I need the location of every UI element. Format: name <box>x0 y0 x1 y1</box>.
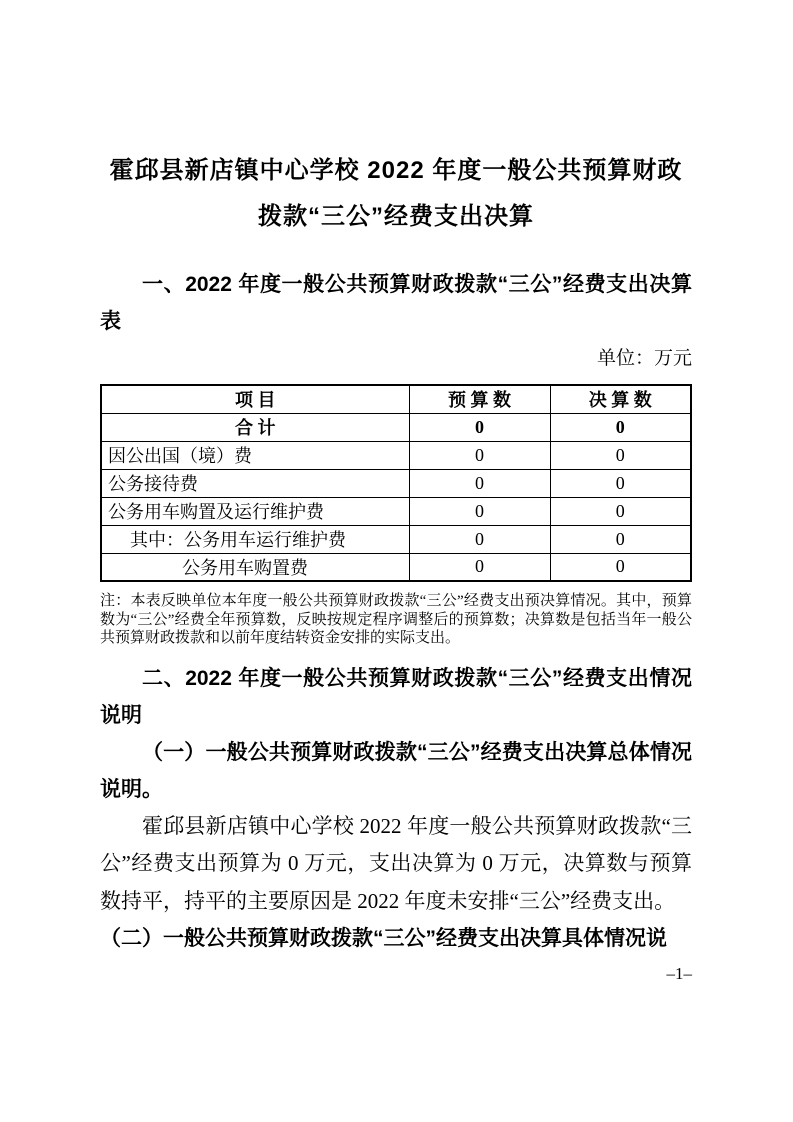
section1-heading: 一、2022 年度一般公共预算财政拨款“三公”经费支出决算表 <box>100 273 692 333</box>
final-value-cell: 0 <box>550 553 691 581</box>
row-item-label: 公务用车购置费 <box>101 553 409 581</box>
three-public-expense-table <box>100 384 692 582</box>
budget-value-cell: 0 <box>409 441 550 469</box>
table-row-total <box>101 413 691 441</box>
document-title <box>100 148 692 240</box>
final-value-cell: 0 <box>550 497 691 525</box>
table-row <box>101 469 691 497</box>
table-header-row <box>101 385 691 413</box>
document-title-line2: 拨款“三公”经费支出决算 <box>258 203 534 230</box>
budget-value-cell: 0 <box>409 413 550 441</box>
document-title-line1: 霍邱县新店镇中心学校 2022 年度一般公共预算财政 <box>109 157 683 184</box>
row-item-label: 公务用车购置及运行维护费 <box>101 497 409 525</box>
table-row <box>101 497 691 525</box>
table-row <box>101 441 691 469</box>
budget-value-cell: 0 <box>409 497 550 525</box>
table-row <box>101 553 691 581</box>
final-value-cell: 0 <box>550 413 691 441</box>
section2-sub2-heading: （二）一般公共预算财政拨款“三公”经费支出决算具体情况说 <box>100 927 667 950</box>
row-item-label: 因公出国（境）费 <box>101 441 409 469</box>
final-value-cell: 0 <box>550 469 691 497</box>
budget-value-cell: 0 <box>409 525 550 553</box>
column-header-item: 项 目 <box>101 385 409 413</box>
page-number: –1– <box>666 964 692 983</box>
budget-value-cell: 0 <box>409 553 550 581</box>
budget-value-cell: 0 <box>409 469 550 497</box>
section2-heading: 二、2022 年度一般公共预算财政拨款“三公”经费支出情况说明 <box>100 666 692 727</box>
column-header-budget: 预 算 数 <box>409 385 550 413</box>
final-value-cell: 0 <box>550 525 691 553</box>
section2-sub1-body: 霍邱县新店镇中心学校 2022 年度一般公共预算财政拨款“三公”经费支出预算为 0 万元，支出决算为 0 万元，决算数与预算数持平，持平的主要原因是 2022 年度未安排“三公”经费支出。 <box>100 813 692 913</box>
final-value-cell: 0 <box>550 441 691 469</box>
row-item-label: 其中：公务用车运行维护费 <box>101 525 409 553</box>
unit-label: 单位：万元 <box>596 348 692 369</box>
row-item-label: 合 计 <box>101 413 409 441</box>
row-item-label: 公务接待费 <box>101 469 409 497</box>
table-note: 注：本表反映单位本年度一般公共预算财政拨款“三公”经费支出预决算情况。其中，预算数为“三公”经费全年预算数，反映按规定程序调整后的预算数；决算数是包括当年一般公共预算财政拨款和以前年度结转资金安排的实际支出。 <box>100 593 692 646</box>
column-header-final: 决 算 数 <box>550 385 691 413</box>
table-row <box>101 525 691 553</box>
section2-sub1-heading: （一）一般公共预算财政拨款“三公”经费支出决算总体情况说明。 <box>100 740 692 801</box>
